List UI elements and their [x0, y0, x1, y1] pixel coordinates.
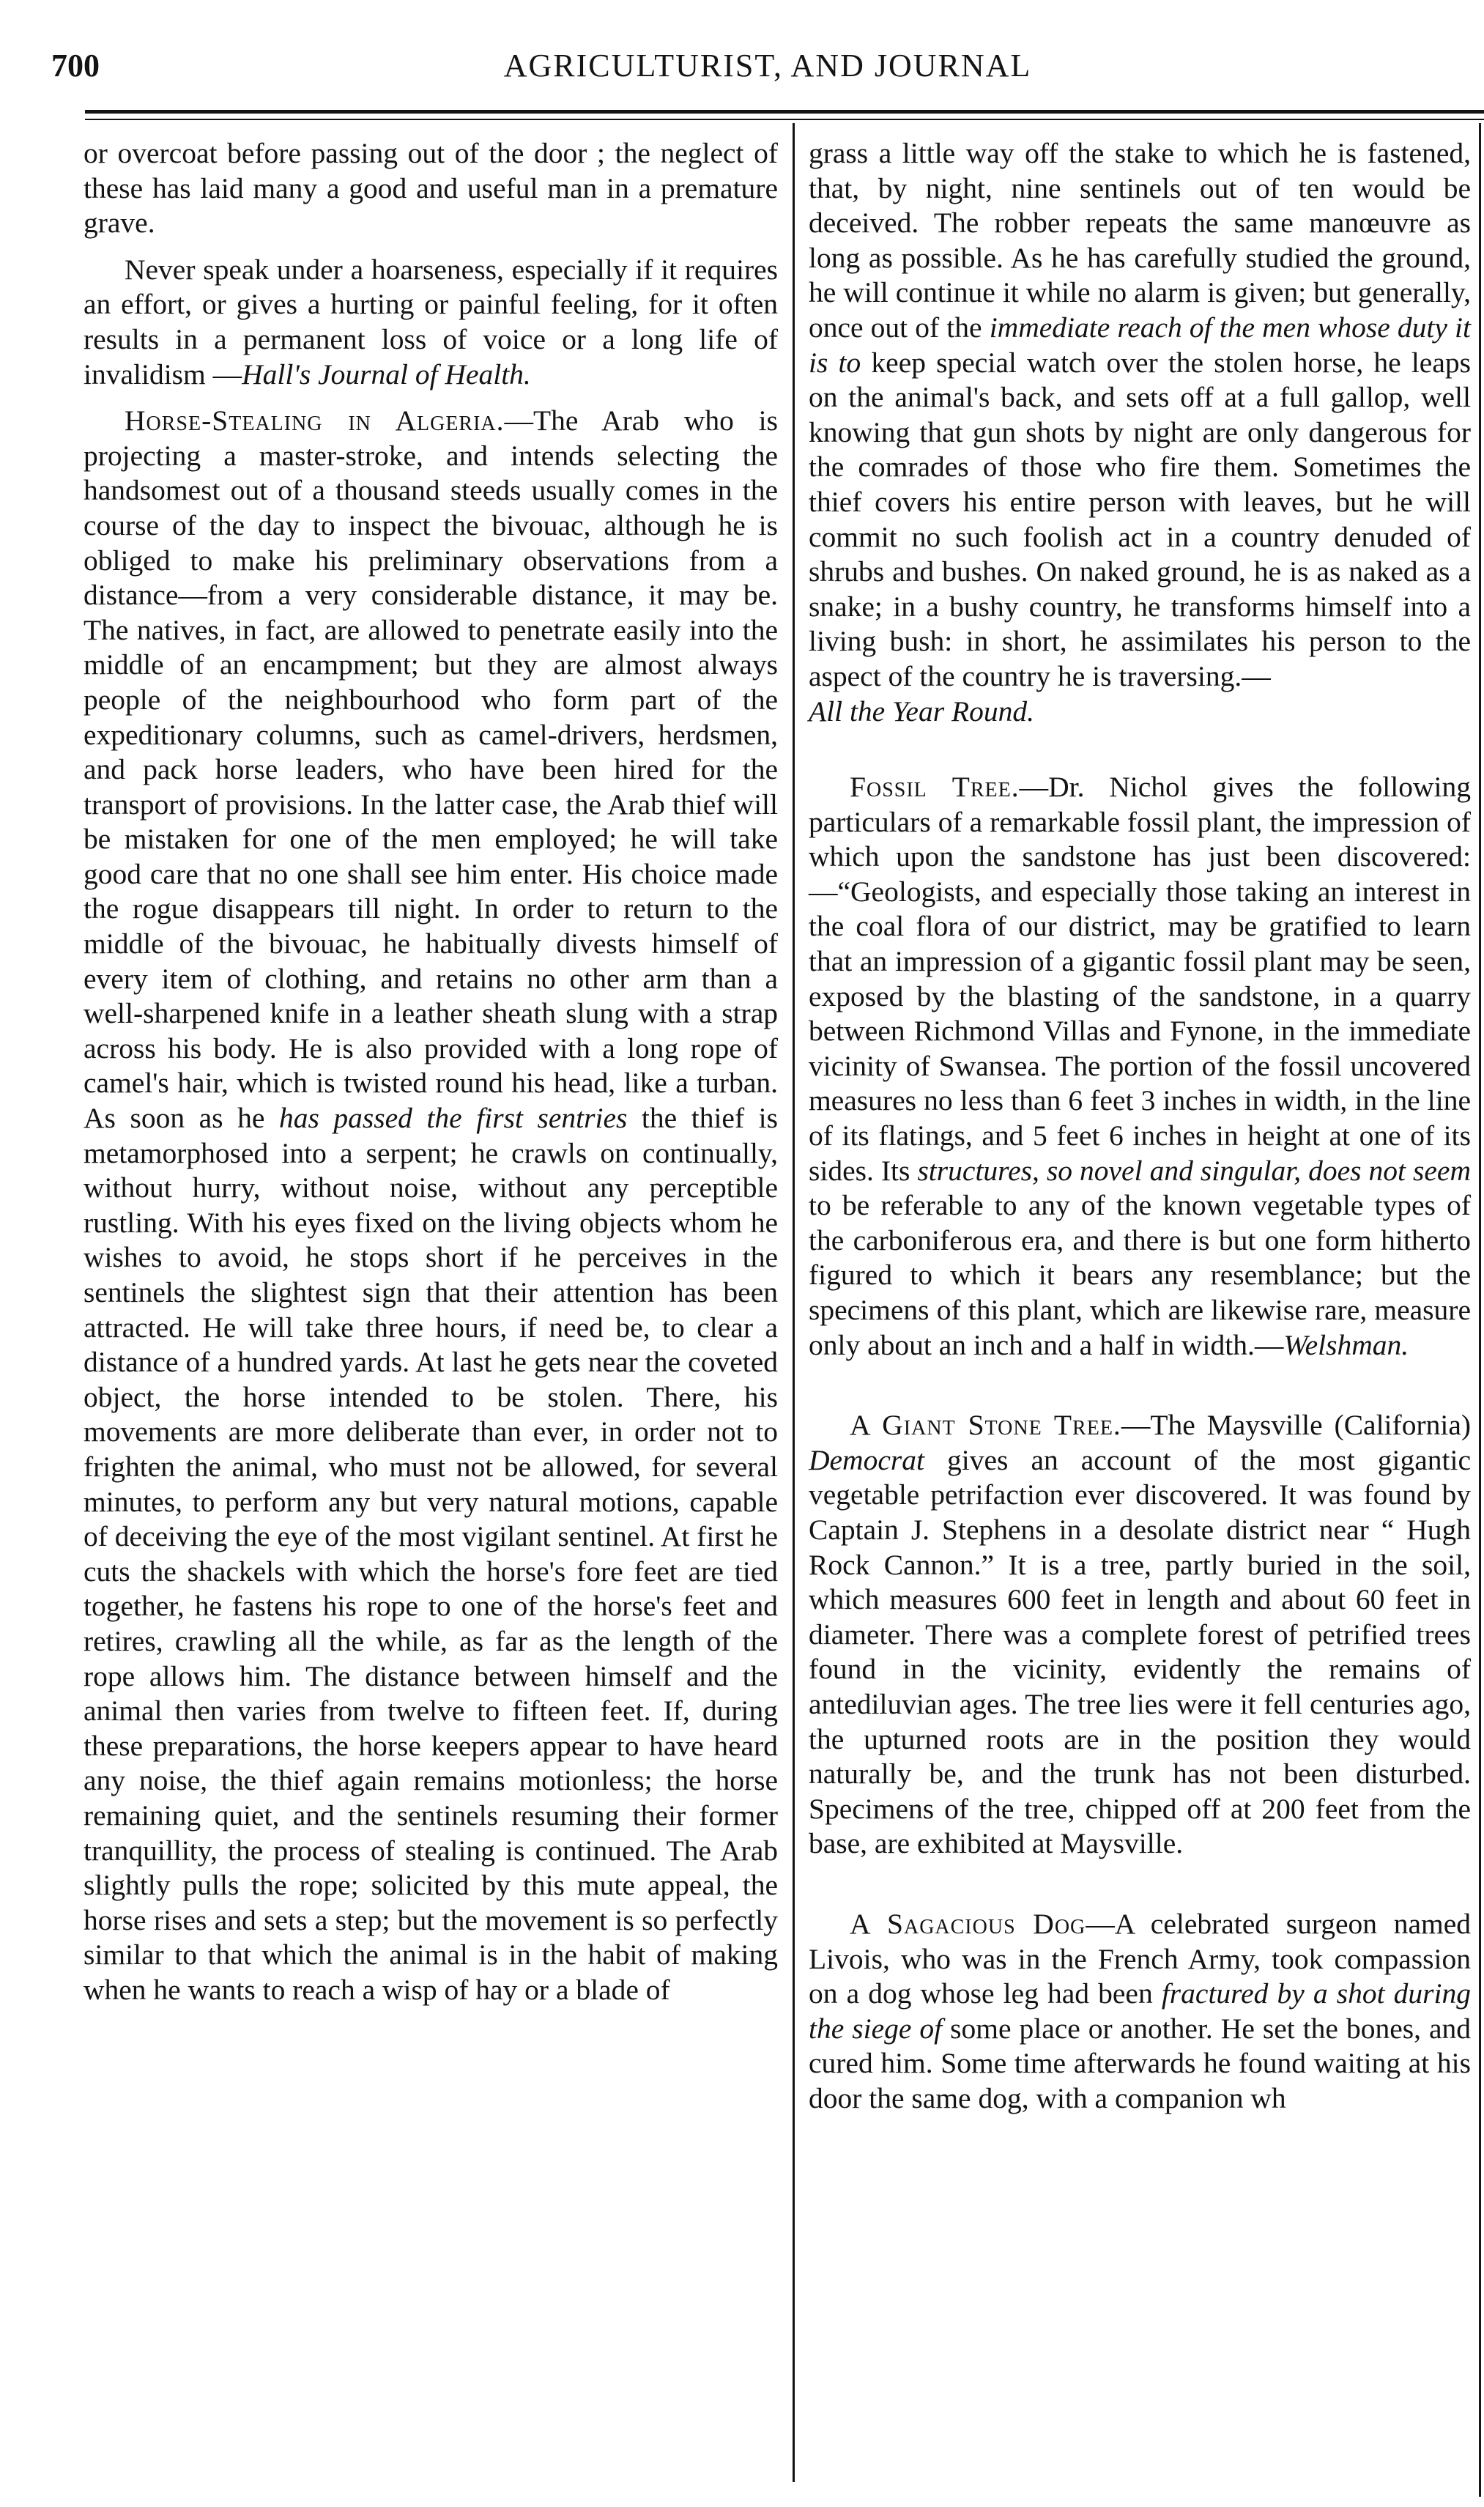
fossil-tree-source: Welshman.	[1283, 1328, 1409, 1361]
health-text: Never speak under a hoarseness, especially if it requires an effort, or gives a hurting or painful feeling, for it often results in a permanent loss of voice or a long life of invalidism —	[84, 253, 778, 390]
horse-stealing-text: —The Arab who is projecting a master-stroke, and intends selecting the handsomest out of a thousand steeds usually comes in the course of the day to inspect the bivouac, although he is obliged to make his preliminary observations from a distance—from a very considerable distance, it may be. The natives, in fact, are allowed to penetrate easily into the middle of an encampment; but they are almost always people of the neighbourhood who form part of the expeditionary columns, such as camel-drivers, herdsmen, and pack horse leaders, who have been hired for the transport of provisions. In the latter case, the Arab thief will be mistaken for one of the men employed; he will take good care that no one shall see him enter. His choice made the rogue disappears till night. In order to return to the middle of the bivouac, he habitually divests himself of every item of clothing, and retains no other arm than a well-sharpened knife in a leather sheath slung with a strap across his body. He is also provided with a long rope of camel's hair, which is twisted round his head, like a turban. As soon as he	[84, 404, 778, 1135]
horse-stealing-continuation	[809, 136, 1471, 695]
horse-stealing-italic: has passed the first sentries	[278, 1102, 628, 1135]
page-number: 700	[51, 48, 100, 84]
sagacious-dog-article	[809, 1907, 1471, 2117]
header-rule-thick	[85, 110, 1484, 114]
fossil-tree-text-rest: to be referable to any of the known vegetable types of the carboniferous era, and there is but one form hitherto figured to which it bears any resemblance; but the specimens of this plant, which are likewise rare, measure only about an inch and a half in width.—	[809, 1189, 1471, 1361]
page-header	[51, 47, 1484, 94]
health-paragraph-voice	[84, 253, 778, 392]
horse-cont-italic: immediate reach of the men whose duty it is to	[809, 311, 1472, 379]
fossil-tree-article	[809, 770, 1471, 1363]
page-edge-rule	[1479, 123, 1481, 2497]
giant-stone-tree-article	[809, 1408, 1471, 1862]
sagacious-dog-text: —A celebrated surgeon named Livois, who was in the French Army, took compassion on a dog whose leg had been	[809, 1907, 1471, 2010]
left-column	[84, 136, 778, 2007]
fossil-tree-italic: structures, so novel and singular, does not seem	[917, 1154, 1471, 1187]
giant-stone-tree-text-rest: gives an account of the most gigantic vegetable petrifaction ever discovered. It was found by Captain J. Stephens in a desolate district near “ Hugh Rock Cannon.” It is a tree, partly buried in the soil, which measures 600 feet in length and about 60 feet in diameter. There was a complete forest of petrified trees found in the vicinity, evidently the remains of antediluvian ages. The tree lies were it fell centuries ago, the upturned roots are in the position they would naturally be, and the trunk has not been disturbed. Specimens of the tree, chipped off at 200 feet from the base, are exhibited at Maysville.	[809, 1443, 1471, 1860]
horse-source-line	[809, 695, 1471, 730]
fossil-tree-text: —Dr. Nichol gives the following particulars of a remarkable fossil plant, the impression of which upon the sandstone has just been discovered:—“Geologists, and especially those taking an interest in the coal flora of our district, may be gratified to learn that an impression of a gigantic fossil plant may be seen, exposed by the blasting of the sandstone, in a quarry between Richmond Villas and Fynone, in the immediate vicinity of Swansea. The portion of the fossil uncovered measures no less than 6 feet 3 inches in width, in the line of its flatings, and 5 feet 6 inches in height at one of its sides. Its	[809, 771, 1471, 1187]
health-source: Hall's Journal of Health.	[242, 358, 531, 390]
horse-stealing-heading: Horse-Stealing in Algeria.	[125, 404, 505, 437]
horse-cont-rest: keep special watch over the stolen horse, he leaps on the animal's back, and sets off at a full gallop, well knowing that gun shots by night are only dangerous for the comrades of those who fire them. Sometimes the thief covers his entire person with leaves, but he will commit no such foolish act in a country denuded of shrubs and bushes. On naked ground, he is as naked as a snake; in a bushy country, he transforms himself into a living bush: in short, he assimilates his person to the aspect of the country he is traversing.—	[809, 346, 1471, 692]
right-column	[809, 136, 1471, 2116]
sagacious-dog-heading: A Sagacious Dog	[850, 1907, 1086, 1940]
column-divider	[793, 123, 795, 2482]
horse-source: All the Year Round.	[809, 695, 1034, 727]
horse-cont-text: grass a little way off the stake to which he is fastened, that, by night, nine sentinels out of ten would be deceived. The robber repeats the same manœuvre as long as possible. As he has carefully studied the ground, he will continue it while no alarm is given; but generally, once out of the	[809, 137, 1471, 344]
giant-stone-tree-paper: Democrat	[809, 1443, 924, 1476]
health-paragraph-end: or overcoat before passing out of the door ; the neglect of these has laid many a good and useful man in a premature grave.	[84, 137, 778, 240]
sagacious-dog-italic: fractured by a shot during the siege of	[809, 1977, 1471, 2045]
horse-stealing-text-rest: the thief is metamorphosed into a serpent; he crawls on continually, without hurry, without noise, without any perceptible rustling. With his eyes fixed on the living objects whom he wishes to avoid, he stops short if he perceives in the sentinels the slightest sign that their attention has been attracted. He will take three hours, if need be, to clear a distance of a hundred yards. At last he gets near the coveted object, the horse intended to be stolen. There, his movements are more deliberate than ever, in order not to frighten the animal, who must not be allowed, for several minutes, to perform any but very natural motions, capable of deceiving the eye of the most vigilant sentinel. At first he cuts the shackels with which the horse's fore feet are tied together, he fastens his rope to one of the horse's feet and retires, crawling all the while, as far as the length of the rope allows him. The distance between himself and the animal then varies from twelve to fifteen feet. If, during these preparations, the horse keepers appear to have heard any noise, the thief again remains motionless; the horse remaining quiet, and the sentinels resuming their former tranquillity, the process of stealing is continued. The Arab slightly pulls the rope; solicited by this mute appeal, the horse rises and sets a step; but the movement is so perfectly similar to that which the animal is in the habit of making when he wants to reach a wisp of hay or a blade of	[84, 1102, 779, 2006]
giant-stone-tree-heading: A Giant Stone Tree.	[850, 1409, 1121, 1442]
header-rule-thin	[85, 119, 1484, 120]
horse-stealing-article	[84, 404, 778, 2007]
sagacious-dog-text-rest: some place or another. He set the bones, and cured him. Some time afterwards he found waiting at his door the same dog, with a companion wh	[809, 2012, 1471, 2114]
giant-stone-tree-text: —The Maysville (California)	[1121, 1409, 1472, 1442]
fossil-tree-heading: Fossil Tree.	[850, 771, 1020, 804]
running-title: AGRICULTURIST, AND JOURNAL	[503, 48, 1032, 84]
